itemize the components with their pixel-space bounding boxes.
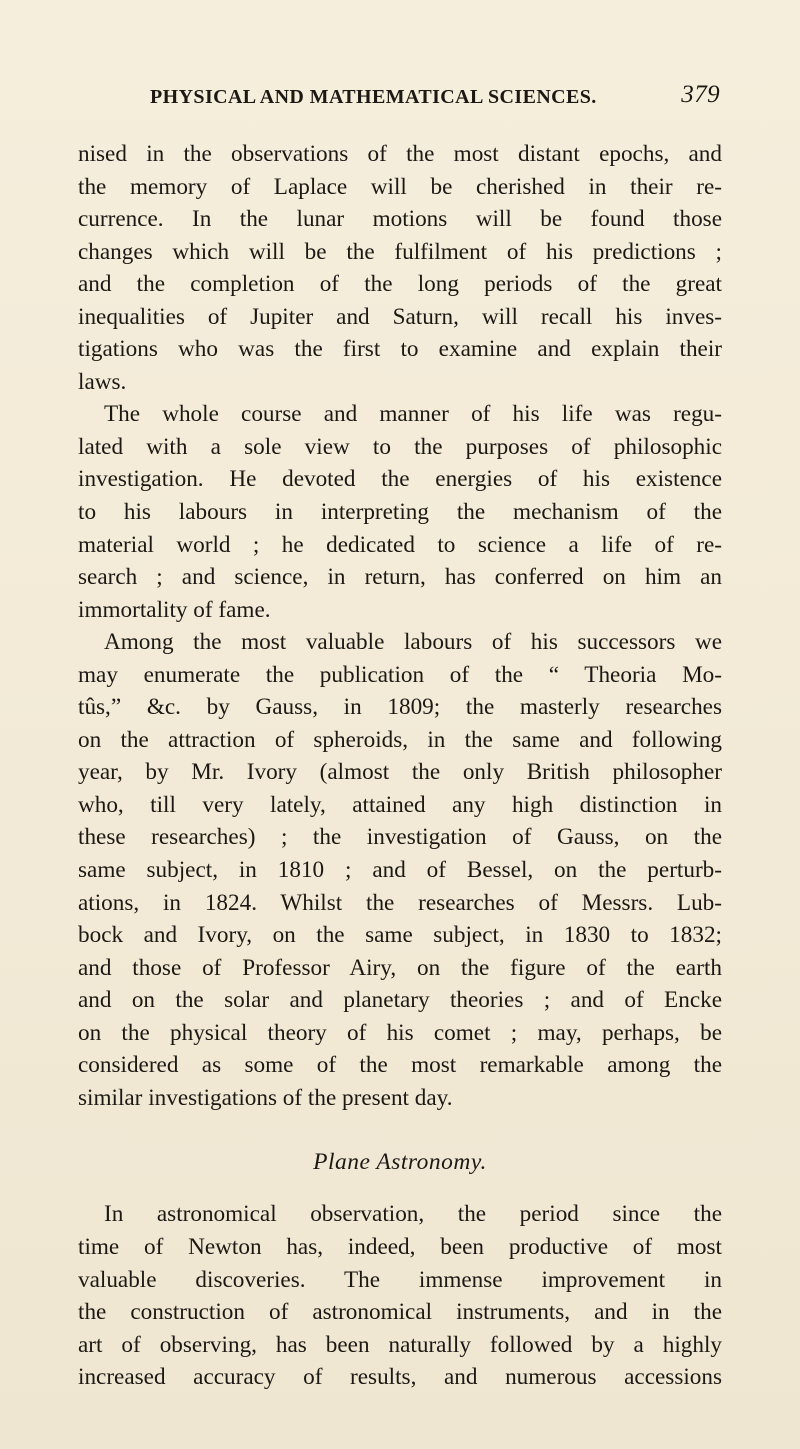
section-heading: Plane Astronomy. bbox=[313, 1149, 487, 1176]
text-line: tûs,” &c. by Gauss, in 1809; the masterly researches bbox=[78, 694, 722, 721]
text-line: The whole course and manner of his life was regu- bbox=[104, 401, 722, 428]
text-line: laws. bbox=[78, 368, 127, 395]
text-line: lated with a sole view to the purposes of philosophic bbox=[78, 433, 722, 460]
text-line: nised in the observations of the most distant epochs, and bbox=[78, 141, 722, 167]
text-line: bock and Ivory, on the same subject, in 1830 to 1832; bbox=[78, 922, 722, 949]
text-line: changes which will be the fulfilment of his predictions ; bbox=[78, 238, 722, 265]
text-line: the memory of Laplace will be cherished in their re- bbox=[78, 173, 722, 200]
text-line: the construction of astronomical instruments, and in the bbox=[78, 1299, 722, 1326]
text-line: inequalities of Jupiter and Saturn, will recall his inves- bbox=[78, 303, 722, 330]
paragraph-1 bbox=[78, 138, 722, 398]
text-line: on the attraction of spheroids, in the same and following bbox=[78, 726, 722, 753]
text-line: tigations who was the first to examine and explain their bbox=[78, 336, 722, 363]
text-line: to his labours in interpreting the mechanism of the bbox=[78, 499, 722, 526]
text-line: currence. In the lunar motions will be found those bbox=[78, 206, 722, 233]
text-line: similar investigations of the present day. bbox=[78, 1084, 453, 1111]
paragraph-3 bbox=[78, 626, 722, 1114]
text-line: investigation. He devoted the energies of his existence bbox=[78, 466, 722, 493]
page-number: 379 bbox=[681, 81, 720, 108]
paragraph-4 bbox=[78, 1198, 722, 1393]
text-line: increased accuracy of results, and numerous accessions bbox=[78, 1364, 722, 1391]
text-line: material world ; he dedicated to science a life of re- bbox=[78, 531, 722, 558]
text-line: search ; and science, in return, has conferred on him an bbox=[78, 564, 722, 591]
text-line: In astronomical observation, the period since the bbox=[104, 1201, 722, 1228]
page-header bbox=[150, 81, 720, 109]
text-line: Among the most valuable labours of his successors we bbox=[104, 629, 722, 656]
text-line: year, by Mr. Ivory (almost the only British philosopher bbox=[78, 759, 722, 786]
text-line: and the completion of the long periods of the great bbox=[78, 271, 722, 298]
text-line: who, till very lately, attained any high distinction in bbox=[78, 791, 722, 818]
text-line: same subject, in 1810 ; and of Bessel, on the perturb- bbox=[78, 857, 722, 884]
text-line: valuable discoveries. The immense improvement in bbox=[78, 1266, 722, 1293]
body-text bbox=[78, 138, 722, 1394]
text-line: and on the solar and planetary theories ; and of Encke bbox=[78, 987, 722, 1014]
text-line: immortality of fame. bbox=[78, 596, 271, 623]
text-line: time of Newton has, indeed, been productive of most bbox=[78, 1233, 722, 1260]
text-line: ations, in 1824. Whilst the researches of Messrs. Lub- bbox=[78, 889, 722, 916]
text-line: these researches) ; the investigation of Gauss, on the bbox=[78, 824, 722, 851]
running-head: PHYSICAL AND MATHEMATICAL SCIENCES. bbox=[150, 86, 597, 108]
text-line: considered as some of the most remarkable among the bbox=[78, 1052, 722, 1079]
paragraph-2 bbox=[78, 398, 722, 626]
text-line: art of observing, has been naturally followed by a highly bbox=[78, 1331, 722, 1358]
text-line: and those of Professor Airy, on the figure of the earth bbox=[78, 954, 722, 981]
text-line: may enumerate the publication of the “ Theoria Mo- bbox=[78, 661, 722, 688]
text-line: on the physical theory of his comet ; may, perhaps, be bbox=[78, 1019, 722, 1046]
